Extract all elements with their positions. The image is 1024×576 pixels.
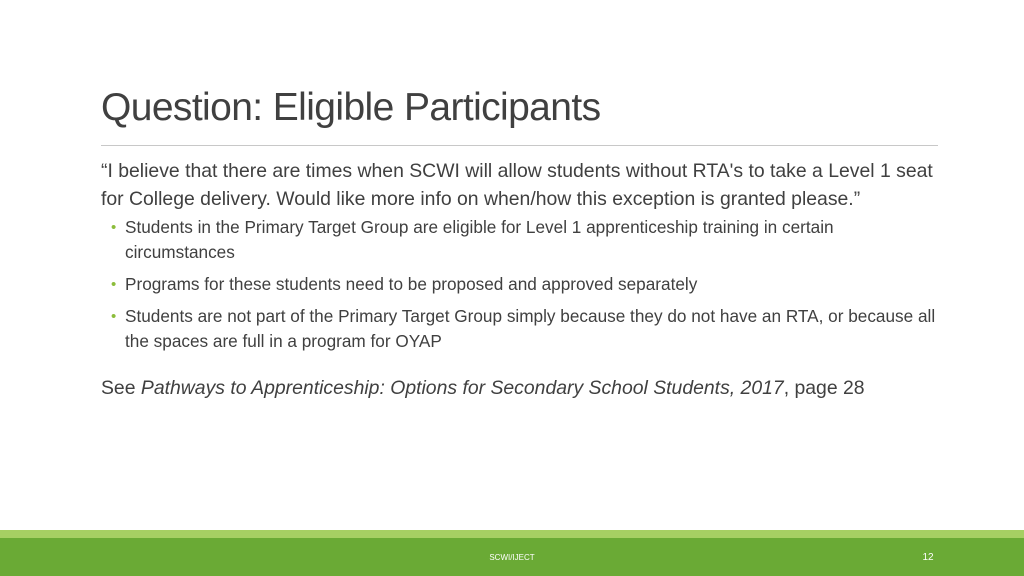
bullet-dot-icon: • bbox=[111, 276, 117, 293]
reference-title: Pathways to Apprenticeship: Options for Secondary School Students, 2017 bbox=[140, 377, 784, 399]
bullet-item bbox=[111, 304, 939, 354]
slide-title: Question: Eligible Participants bbox=[101, 86, 601, 129]
answer-bullet-list bbox=[101, 215, 939, 354]
title-divider bbox=[101, 145, 938, 146]
reference-suffix: , page 28 bbox=[783, 377, 865, 399]
reference-note bbox=[101, 374, 939, 402]
bullet-dot-icon: • bbox=[111, 308, 117, 325]
bullet-item bbox=[111, 272, 939, 297]
bullet-item bbox=[111, 215, 939, 265]
slide-body bbox=[101, 157, 939, 402]
question-quote: “I believe that there are times when SCWI will allow students without RTA's to take a Level 1 seat for College delivery. Would like more info on when/how this exception is granted please.” bbox=[101, 160, 933, 210]
footer-label: SCWI/IJECT bbox=[489, 553, 535, 562]
bullet-text: Students are not part of the Primary Target Group simply because they do not have an RTA, or because all the spaces are full in a program for OYAP bbox=[125, 306, 936, 351]
bullet-text: Programs for these students need to be proposed and approved separately bbox=[125, 274, 698, 294]
page-number: 12 bbox=[922, 552, 934, 563]
footer-accent-strip bbox=[0, 530, 1024, 538]
bullet-text: Students in the Primary Target Group are eligible for Level 1 apprenticeship training in certain circumstances bbox=[125, 217, 834, 262]
reference-prefix: See bbox=[101, 377, 141, 399]
bullet-dot-icon: • bbox=[111, 219, 117, 236]
